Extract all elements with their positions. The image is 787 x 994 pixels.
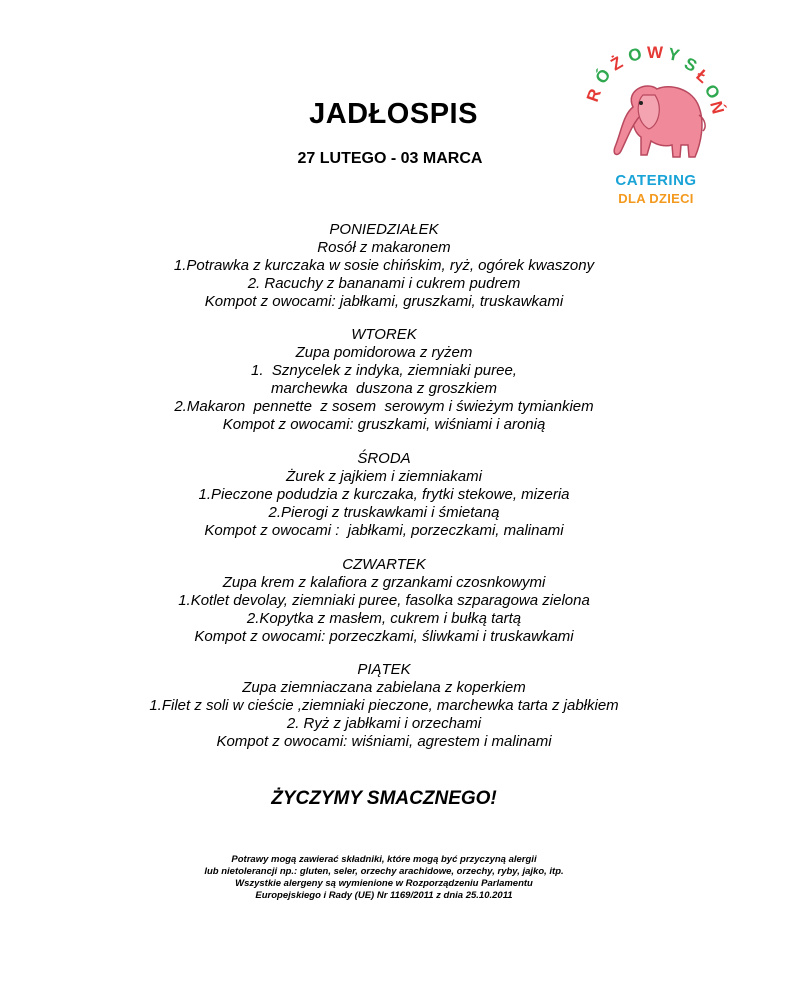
menu-line: Zupa krem z kalafiora z grzankami czosnkowymi — [222, 574, 546, 591]
menu-line: 2. Racuchy z bananami i cukrem pudrem — [247, 275, 521, 292]
svg-text:Ń: Ń — [706, 99, 728, 116]
allergen-note-line: Europejskiego i Rady (UE) Nr 1169/2011 z dnia 25.10.2011 — [255, 890, 513, 901]
menu-line: 1.Kotlet devolay, ziemniaki puree, fasolka szparagowa zielona — [178, 592, 590, 609]
allergen-note-line: lub nietolerancji np.: gluten, seler, orzechy arachidowe, orzechy, ryby, jajko, itp. — [204, 866, 564, 877]
menu-line: Kompot z owocami: wiśniami, agrestem i malinami — [216, 733, 552, 750]
svg-text:W: W — [647, 43, 664, 62]
menu-line: Kompot z owocami : jabłkami, porzeczkami, malinami — [204, 522, 564, 539]
allergen-note — [0, 854, 768, 902]
svg-text:Ż: Ż — [607, 52, 626, 75]
date-range: 27 LUTEGO - 03 MARCA — [297, 150, 483, 167]
svg-text:S: S — [681, 53, 701, 76]
menu-line: 2.Kopytka z masłem, cukrem i bułką tartą — [246, 610, 522, 627]
allergen-note-line: Wszystkie alergeny są wymienione w Rozporządzeniu Parlamentu — [235, 878, 533, 889]
page-title: JADŁOSPIS — [309, 98, 478, 130]
menu-line: Kompot z owocami: jabłkami, gruszkami, truskawkami — [204, 293, 564, 310]
day-name: PONIEDZIAŁEK — [329, 221, 439, 238]
logo-catering-text: CATERING — [615, 172, 697, 189]
day-tuesday — [0, 326, 768, 434]
allergen-note-line: Potrawy mogą zawierać składniki, które mogą być przyczyną alergii — [231, 854, 537, 865]
svg-text:O: O — [700, 81, 724, 103]
day-name: PIĄTEK — [357, 661, 411, 678]
menu-line: marchewka duszona z groszkiem — [271, 380, 497, 397]
elephant-logo — [582, 43, 728, 215]
menu-line: 1.Filet z soli w cieście ,ziemniaki pieczone, marchewka tarta z jabłkiem — [149, 697, 619, 714]
menu-line: Kompot z owocami: gruszkami, wiśniami i aronią — [222, 416, 546, 433]
menu-line: Rosół z makaronem — [317, 239, 451, 256]
menu-line: 2. Ryż z jabłkami i orzechami — [286, 715, 482, 732]
menu-line: Kompot z owocami: porzeczkami, śliwkami i truskawkami — [194, 628, 574, 645]
menu-line: Żurek z jajkiem i ziemniakami — [286, 468, 482, 485]
day-name: CZWARTEK — [342, 556, 426, 573]
day-name: WTOREK — [351, 326, 417, 343]
day-wednesday — [0, 450, 768, 540]
day-thursday — [0, 556, 768, 646]
closing-greeting: ŻYCZYMY SMACZNEGO! — [271, 788, 497, 809]
day-friday — [0, 661, 768, 751]
svg-text:Y: Y — [666, 44, 682, 66]
svg-text:O: O — [626, 44, 644, 66]
svg-text:Ł: Ł — [692, 65, 713, 87]
day-monday — [0, 221, 768, 311]
logo-subtitle-text: DLA DZIECI — [618, 191, 694, 206]
menu-line: 2.Makaron pennette z sosem serowym i świeżym tymiankiem — [174, 398, 594, 415]
day-name: ŚRODA — [357, 450, 411, 467]
menu-line: 1.Potrawka z kurczaka w sosie chińskim, ryż, ogórek kwaszony — [173, 257, 595, 274]
menu-line: Zupa pomidorowa z ryżem — [295, 344, 473, 361]
menu-line: 1.Pieczone podudzia z kurczaka, frytki stekowe, mizeria — [198, 486, 570, 503]
svg-text:Ó: Ó — [591, 65, 615, 88]
svg-text:R: R — [582, 86, 605, 105]
menu-line: Zupa ziemniaczana zabielana z koperkiem — [242, 679, 526, 696]
menu-line: 1. Sznycelek z indyka, ziemniaki puree, — [251, 362, 517, 379]
menu-line: 2.Pierogi z truskawkami i śmietaną — [268, 504, 500, 521]
